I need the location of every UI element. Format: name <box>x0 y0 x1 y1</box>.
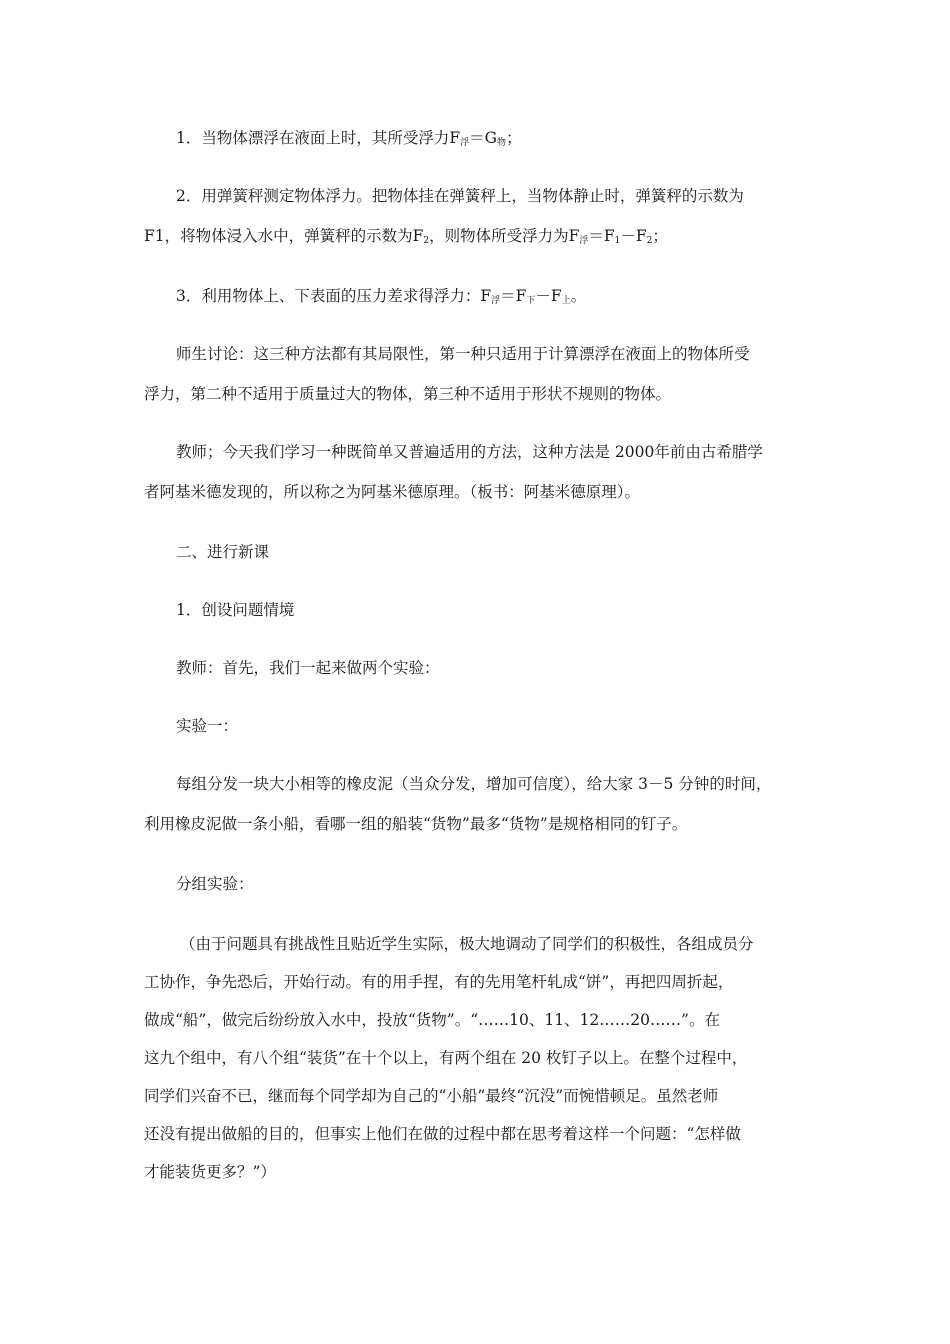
subscript: 浮 <box>460 138 470 148</box>
subscript: 下 <box>526 296 536 306</box>
experiment-desc-line-1: 每组分发一块大小相等的橡皮泥（当众分发，增加可信度），给大家 3－5 分钟的时间， <box>176 775 772 793</box>
punctuation: 。 <box>570 287 587 305</box>
method-1-text: 1．当物体漂浮在液面上时，其所受浮力 <box>176 129 450 147</box>
subscript: 1 <box>614 236 621 246</box>
subsection-heading: 1．创设问题情境 <box>176 601 295 619</box>
discussion-line-2: 浮力，第二种不适用于质量过大的物体，第三种不适用于形状不规则的物体。 <box>144 385 672 403</box>
narrative-line-7: 才能装货更多？”） <box>144 1163 276 1181</box>
narrative-line-6: 还没有提出做船的目的，但事实上他们在做的过程中都在思考着这样一个问题：“怎样做 <box>144 1125 741 1143</box>
discussion-line-1: 师生讨论：这三种方法都有其局限性，第一种只适用于计算漂浮在液面上的物体所受 <box>176 345 750 363</box>
punctuation: ； <box>506 129 522 147</box>
method-2-line-2 <box>144 229 668 245</box>
formula-symbol: ＝F <box>588 227 615 245</box>
group-experiment-heading: 分组实验： <box>176 875 254 893</box>
subscript: 物 <box>497 138 507 148</box>
narrative-line-3: 做成“船”，做完后纷纷放入水中，投放“货物”。“……10、11、12……20……”。在 <box>144 1011 720 1029</box>
subscript: 上 <box>561 296 571 306</box>
formula-symbol: F <box>449 129 461 147</box>
formula-symbol: ＝F <box>500 287 527 305</box>
punctuation: ； <box>652 227 668 245</box>
teacher-intro: 教师：首先，我们一起来做两个实验： <box>176 659 440 677</box>
narrative-line-5: 同学们兴奋不已，继而每个同学却为自己的“小船”最终“沉没”而惋惜顿足。虽然老师 <box>144 1087 719 1105</box>
narrative-line-2: 工协作，争先恐后，开始行动。有的用手捏，有的先用笔杆轧成“饼”，再把四周折起， <box>144 973 734 991</box>
subscript: 浮 <box>579 236 589 246</box>
narrative-line-4: 这九个组中，有八个组“装货”在十个以上，有两个组在 20 枚钉子以上。在整个过程中， <box>144 1049 748 1067</box>
section-heading: 二、进行新课 <box>176 543 270 561</box>
teacher-line-2: 者阿基米德发现的，所以称之为阿基米德原理。（板书：阿基米德原理）。 <box>144 483 641 501</box>
formula-symbol: －F <box>535 287 562 305</box>
method-3-text: 3．利用物体上、下表面的压力差求得浮力：F <box>176 287 492 305</box>
experiment-desc-line-2: 利用橡皮泥做一条小船，看哪一组的船装“货物”最多“货物”是规格相同的钉子。 <box>144 815 688 833</box>
subscript: 2 <box>646 236 653 246</box>
experiment-1-heading: 实验一： <box>176 717 239 735</box>
method-2-text: ，则物体所受浮力为F <box>429 227 580 245</box>
method-2-text: F1，将物体浸入水中，弹簧秤的示数为F <box>144 227 424 245</box>
method-2-line-1: 2．用弹簧秤测定物体浮力。把物体挂在弹簧秤上，当物体静止时，弹簧秤的示数为 <box>176 187 744 205</box>
teacher-line-1: 教师；今天我们学习一种既简单又普遍适用的方法，这种方法是 2000年前由古希腊学 <box>176 443 763 461</box>
subscript: 2 <box>423 236 430 246</box>
formula-symbol: ＝G <box>469 129 498 147</box>
narrative-line-1: （由于问题具有挑战性且贴近学生实际，极大地调动了同学们的积极性，各组成员分 <box>180 935 754 953</box>
subscript: 浮 <box>491 296 501 306</box>
method-3-line <box>176 289 586 305</box>
method-1-line <box>176 131 522 147</box>
formula-symbol: －F <box>620 227 647 245</box>
